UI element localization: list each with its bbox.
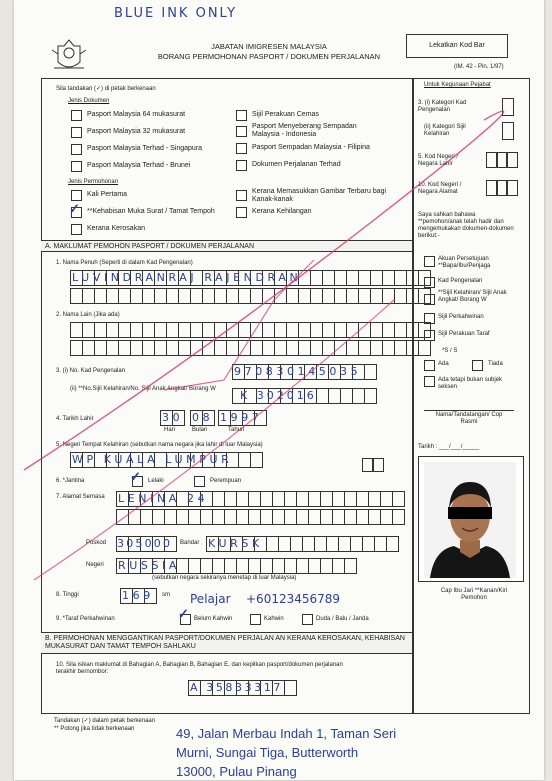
doc-type-option: Pasport Menyeberang Sempadan Malaysia - Indonesia <box>252 123 357 138</box>
occupation-note: Pelajar <box>190 592 231 606</box>
application-form-page <box>14 0 544 780</box>
overlay-address-line2: Murni, Sungai Tiga, Butterworth <box>176 745 359 760</box>
height-unit: sm <box>162 592 170 598</box>
footer-note: Tandakan (✓) dalam petak berkenaan <box>54 718 156 724</box>
dob-month-label: Bulan <box>192 427 208 433</box>
checkmark-icon: ✓ <box>69 201 80 216</box>
app-type-option: Kerana Kerosakan <box>87 225 145 232</box>
applicant-photo <box>424 462 516 578</box>
negeri-label: Negeri <box>86 562 104 568</box>
office-doc-label: Sijil Perkahwinan <box>438 314 484 320</box>
app-type-option: Kali Pertama <box>87 191 128 198</box>
birth-cert-value: K 302016 <box>240 389 317 402</box>
ic-number-value: 970830145035 <box>234 365 362 378</box>
app-type-checkbox[interactable] <box>236 207 247 218</box>
height-value: 169 <box>122 589 154 602</box>
app-type-option: **Kehabisan Muka Surat / Tamat Tempoh <box>87 208 215 215</box>
office-box[interactable] <box>502 98 514 116</box>
office-doc-label: Akuan Persetujuan **Bapa/Ibu/Penjaga <box>438 256 491 269</box>
footer-note: ** Potong jika tidak berkenaan <box>54 726 135 732</box>
signature-line <box>424 410 514 411</box>
field-1-label: 1. Nama Penuh (Seperti di dalam Kad Pengenalan) <box>56 260 193 266</box>
field-2-label: 2. Nama Lain (Jika ada) <box>56 312 120 318</box>
field-3ii-label: (ii) **No.Sijil Kelahiran/No. Sijil Anak Angkat/ Borang W <box>70 386 216 392</box>
doc-type-checkbox[interactable] <box>236 160 247 171</box>
office-subject-label: Ada tetapi bukan subjek seksen <box>438 377 503 390</box>
overlay-address <box>176 724 396 781</box>
doc-type-checkbox[interactable] <box>71 127 82 138</box>
malaysia-crest-icon <box>50 38 88 74</box>
checkmark-icon: ✓ <box>130 469 141 484</box>
dob-day-label: Hari <box>164 427 176 433</box>
dob-day-value: 30 <box>162 411 184 424</box>
office-frame <box>412 78 530 714</box>
office-item: (ii) Kategori Sijil Kelahiran <box>424 124 466 137</box>
office-use-title: Untuk Kegunaan Pejabat <box>424 82 491 88</box>
full-name-grid-2[interactable] <box>70 288 431 304</box>
field-5-label: 5. Negeri Tempat Kelahiran (sebutkan nama negara jika lahir di luar Malaysia) <box>56 442 263 448</box>
barcode-label: Lekatkan Kod Bar <box>429 42 485 49</box>
dob-year-label: Tahun <box>228 427 245 433</box>
marital-other-checkbox[interactable] <box>302 614 313 625</box>
doc-type-option: Pasport Malaysia Terhad - Singapura <box>87 145 203 152</box>
app-type-option: Kerana Kehilangan <box>252 208 312 215</box>
doc-type-checkbox[interactable] <box>71 144 82 155</box>
office-doc-label: **Sijil Kelahiran/ Sijil Anak Angkat/ Borang W <box>438 290 507 303</box>
office-tiada-checkbox[interactable] <box>472 360 483 371</box>
gender-female-checkbox[interactable] <box>194 476 205 487</box>
field-4-label: 4. Tarikh Lahir <box>56 416 94 422</box>
field-8-label: 8. Tinggi <box>56 592 79 598</box>
doc-type-checkbox[interactable] <box>71 110 82 121</box>
overlay-address-line1: 49, Jalan Merbau Indah 1, Taman Seri <box>176 726 397 741</box>
app-type-checkbox[interactable] <box>71 190 82 201</box>
barcode-box <box>406 34 508 58</box>
marital-other-label: Duda / Balu / Janda <box>316 616 369 622</box>
doc-type-checkbox[interactable] <box>71 161 82 172</box>
checkbox-instruction: Sila tandakan (✓) di petak berkenaan <box>56 86 156 92</box>
doc-type-checkbox[interactable] <box>236 110 247 121</box>
form-header <box>144 42 394 62</box>
passport-number-value: A 35833317 <box>190 681 284 694</box>
office-date: Tarikh : ___/___/_____ <box>418 444 480 450</box>
other-name-grid[interactable] <box>70 322 431 338</box>
office-verify-text: Saya sahkan bahawa **pemohon/anak telah hadir dan mengemukakan dokumen-dokumen berikut:- <box>418 212 514 239</box>
office-item: 5. Kod Negeri / Negara Lahir <box>418 154 459 167</box>
gender-male-label: Lelaki <box>148 478 164 484</box>
office-code-box[interactable] <box>372 458 384 472</box>
negeri-value: RUSSIA <box>118 559 181 572</box>
office-item: 10. Kod Negeri / Negara Alamat <box>418 182 462 195</box>
doc-type-option: Sijil Perakuan Cemas <box>252 111 319 118</box>
app-type-checkbox[interactable] <box>236 190 247 201</box>
office-doc-label: Sijil Perakuan Taraf <box>438 331 490 337</box>
office-ada-checkbox[interactable] <box>424 360 435 371</box>
doc-type-option: Pasport Malaysia 32 mukasurat <box>87 128 186 135</box>
doc-type-checkbox[interactable] <box>236 143 247 154</box>
office-item: 3. (i) Kategori Kad Pengenalan <box>418 100 467 113</box>
form-number: (IM. 42 - Pin. 1/97) <box>454 64 504 70</box>
section-a-title: A. MAKLUMAT PEMOHON PASPORT / DOKUMEN PERJALANAN <box>41 240 412 252</box>
dob-month-value: 08 <box>192 411 214 424</box>
office-ada-label: Ada <box>438 361 449 367</box>
doc-type-option: Pasport Malaysia 64 mukasurat <box>87 111 186 118</box>
other-name-grid-2[interactable] <box>70 340 431 356</box>
office-sign-label: Nama/Tandatangan/ Cop Rasmi <box>435 412 503 425</box>
field-3i-label: 3. (i) No. Kad Pengenalan <box>56 368 126 374</box>
address-grid-2[interactable] <box>116 509 405 525</box>
poskod-label: Poskod <box>86 540 107 546</box>
phone-note: +60123456789 <box>246 592 341 606</box>
dob-year-value: 1997 <box>220 411 263 424</box>
office-tiada-label: Tiada <box>488 361 503 367</box>
doc-type-option: Pasport Sempadan Malaysia - Filipina <box>252 144 370 151</box>
app-type-checkbox[interactable] <box>71 224 82 235</box>
bandar-label: Bandar <box>180 540 200 546</box>
photo-caption: Cap Ibu Jari **Kanan/Kiri Pemohon <box>440 588 508 601</box>
negeri-note: (sebutkan negara sekiranya menetap di luar Malaysia) <box>152 575 297 581</box>
office-box[interactable] <box>506 152 518 168</box>
field-7-label: 7. Alamat Semasa <box>56 494 105 500</box>
overlay-address-line3: 13000, Pulau Pinang <box>176 764 297 779</box>
doc-type-option: Dokumen Perjalanan Terhad <box>252 161 341 168</box>
gender-female-label: Perempuan <box>210 478 242 484</box>
office-box[interactable] <box>502 122 514 140</box>
field-6-label: 6. *Jantina <box>56 478 85 484</box>
blue-ink-note: BLUE INK ONLY <box>114 6 238 21</box>
field-10-label: 10. Sila isikan maklumat di Bahagian A, Bahagian B, Bahagian E, dan kepilkan pasport/dokumen perjalanan terakhir bernombor: <box>56 662 343 675</box>
doc-type-option: Pasport Malaysia Terhad - Brunei <box>87 162 191 169</box>
marital-single-label: Belum Kahwin <box>194 616 233 622</box>
address-value: LENINA 24 <box>118 492 209 505</box>
form-title: BORANG PERMOHONAN PASPORT / DOKUMEN PERJALANAN <box>157 52 381 61</box>
app-type-option: Kerana Memasukkan Gambar Terbaru bagi Kanak-kanak <box>252 188 387 203</box>
marital-married-label: Kahwin <box>264 616 284 622</box>
office-ss-label: *S / S <box>442 348 458 354</box>
office-subject-checkbox[interactable] <box>424 376 435 387</box>
full-name-value: LUVINDRANRAJ RAJENDRAN <box>72 271 302 284</box>
office-doc-label: Kad Pengenalan <box>438 278 483 284</box>
poskod-value: 305000 <box>117 537 173 550</box>
office-box[interactable] <box>506 180 518 196</box>
doc-type-heading: Jenis Dokumen <box>68 98 110 104</box>
birth-place-value: WP KUALA LUMPUR <box>72 453 233 466</box>
bandar-value: KURSK <box>208 537 263 550</box>
department-name: JABATAN IMIGRESEN MALAYSIA <box>211 42 327 51</box>
checkmark-icon: ✓ <box>178 606 189 621</box>
app-type-heading: Jenis Permohonan <box>68 179 119 185</box>
office-doc-checkbox[interactable] <box>424 256 435 267</box>
field-9-label: 9. *Taraf Perkahwinan <box>56 616 115 622</box>
section-b-title: B. PERMOHONAN MENGGANTIKAN PASPORT/DOKUMEN PERJALAN AN KERANA KEROSAKAN, KEHABISAN MUKASURAT DAN TAMAT TEMPOH SAHLAKU <box>41 632 412 654</box>
doc-type-checkbox[interactable] <box>236 126 247 137</box>
marital-married-checkbox[interactable] <box>250 614 261 625</box>
